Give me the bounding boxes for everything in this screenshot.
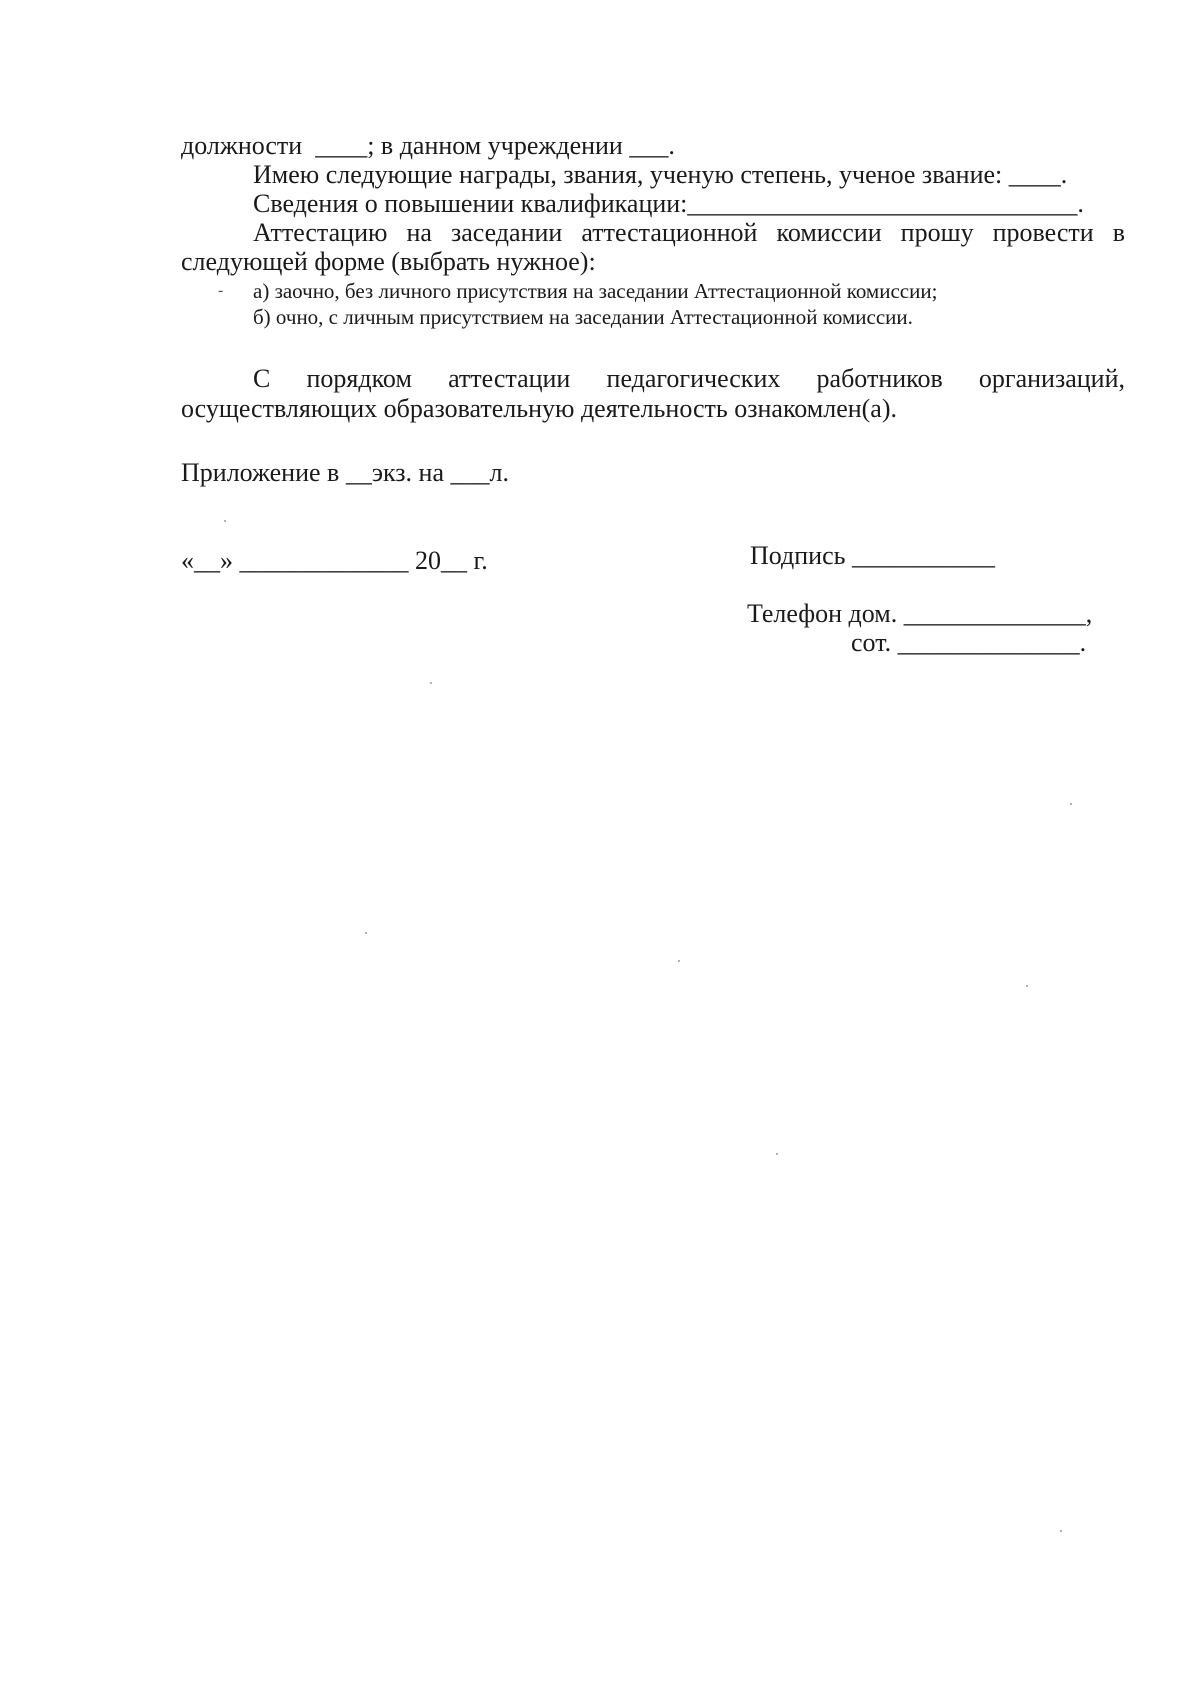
signature-field: Подпись ___________: [750, 541, 995, 570]
mobile-phone-field: сот. ______________.: [851, 628, 1087, 657]
option-marker: -: [218, 282, 224, 299]
home-phone-field: Телефон дом. ______________,: [747, 599, 1093, 628]
scan-speck: [776, 1153, 778, 1155]
position-line: должности ____; в данном учреждении ___.: [181, 131, 675, 160]
acknowledgement-line-1: С порядком аттестации педагогических работников организаций,: [253, 364, 1125, 393]
attestation-form-line: следующей форме (выбрать нужное):: [181, 247, 596, 276]
scan-speck: [1060, 1530, 1062, 1532]
awards-line: Имею следующие награды, звания, ученую степень, ученое звание: ____.: [253, 160, 1068, 189]
scan-speck: [678, 960, 680, 962]
attachment-line: Приложение в __экз. на ___л.: [181, 458, 509, 487]
scan-speck: [1026, 985, 1028, 987]
qualification-line: Сведения о повышении квалификации:______________________________.: [253, 189, 1084, 218]
attestation-request-line: Аттестацию на заседании аттестационной комиссии прошу провести в: [253, 218, 1125, 247]
scan-speck: [224, 520, 226, 522]
option-b: б) очно, с личным присутствием на заседании Аттестационной комиссии.: [253, 305, 913, 329]
scan-speck: [1070, 803, 1072, 805]
acknowledgement-line-2: осуществляющих образовательную деятельность ознакомлен(а).: [181, 394, 898, 423]
scan-speck: [365, 932, 367, 934]
option-a: а) заочно, без личного присутствия на заседании Аттестационной комиссии;: [253, 279, 938, 303]
date-field: «__» _____________ 20__ г.: [181, 546, 488, 575]
scan-speck: [430, 682, 432, 684]
